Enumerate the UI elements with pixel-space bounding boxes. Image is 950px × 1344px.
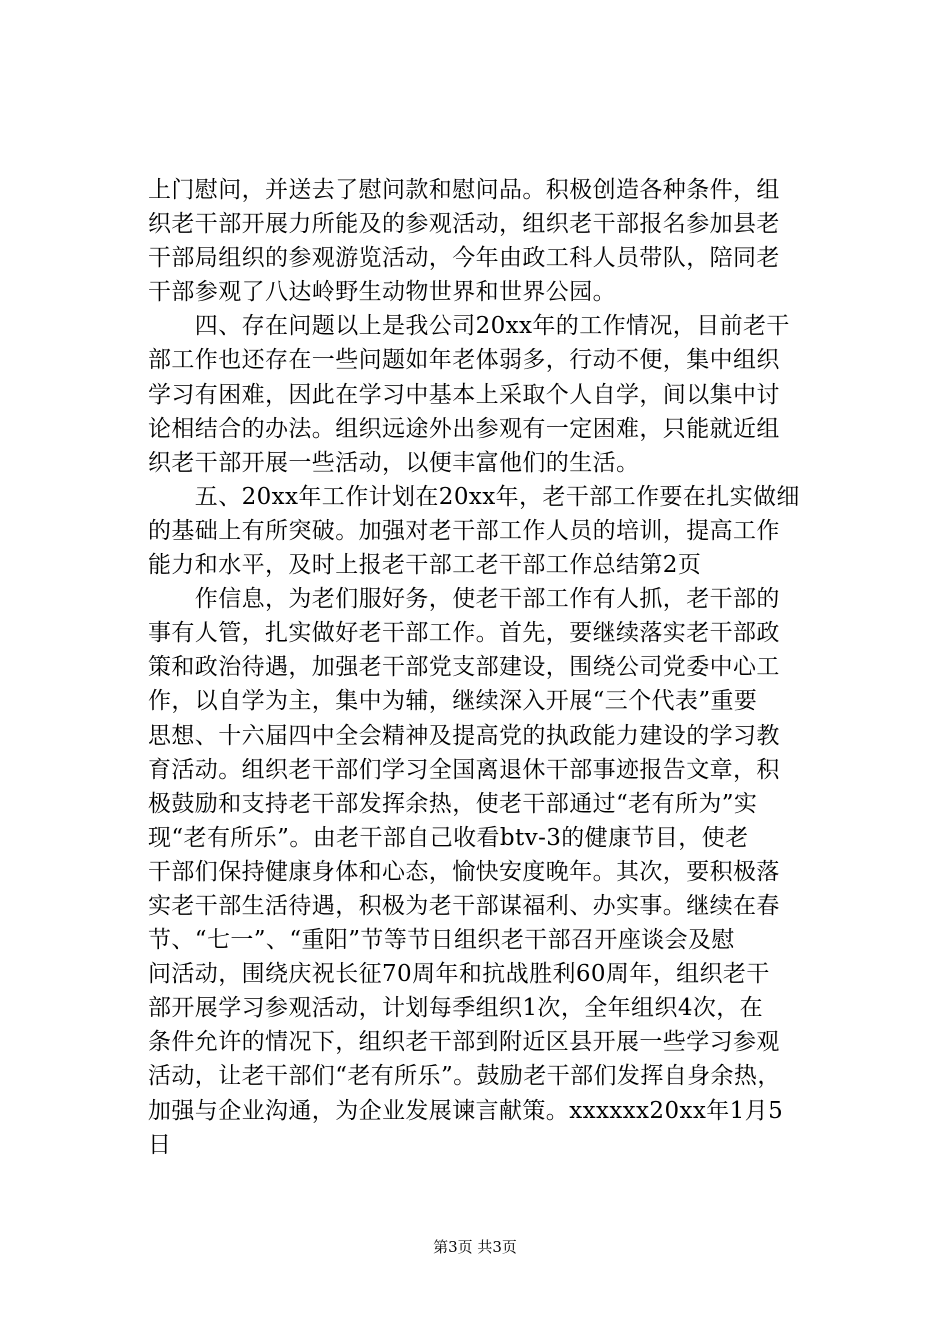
text-line: 思想、十六届四中全会精神及提高党的执政能力建设的学习教 xyxy=(148,722,780,749)
text-line: 作信息，为老们服好务，使老干部工作有人抓，老干部的 xyxy=(148,586,780,613)
body-text xyxy=(148,173,828,1162)
text-line: 部工作也还存在一些问题如年老体弱多，行动不便，集中组织 xyxy=(148,347,780,374)
text-line: 事有人管，扎实做好老干部工作。首先，要继续落实老干部政 xyxy=(148,620,780,647)
text-line: 部开展学习参观活动，计划每季组织1次，全年组织4次，在 xyxy=(148,995,764,1022)
text-line: 干部们保持健康身体和心态，愉快安度晚年。其次，要积极落 xyxy=(148,858,780,885)
text-line: 活动，让老干部们“老有所乐”。鼓励老干部们发挥自身余热， xyxy=(148,1063,781,1090)
text-line: 现“老有所乐”。由老干部自己收看btv-3的健康节目，使老 xyxy=(148,824,749,851)
text-line: 育活动。组织老干部们学习全国离退休干部事迹报告文章，积 xyxy=(148,756,780,783)
text-line: 四、存在问题以上是我公司20xx年的工作情况，目前老干 xyxy=(148,313,790,340)
text-line: 干部局组织的参观游览活动，今年由政工科人员带队，陪同老 xyxy=(148,245,780,272)
text-line: 论相结合的办法。组织远途外出参观有一定困难，只能就近组 xyxy=(148,415,780,442)
text-line: 实老干部生活待遇，积极为老干部谋福利、办实事。继续在春 xyxy=(148,892,780,919)
text-line: 织老干部开展一些活动，以便丰富他们的生活。 xyxy=(148,449,640,476)
text-line: 学习有困难，因此在学习中基本上采取个人自学，间以集中讨 xyxy=(148,381,780,408)
text-line: 织老干部开展力所能及的参观活动，组织老干部报名参加县老 xyxy=(148,211,780,238)
text-line: 加强与企业沟通，为企业发展谏言献策。xxxxxx20xx年1月5 xyxy=(148,1097,784,1124)
text-line: 问活动，围绕庆祝长征70周年和抗战胜利60周年，组织老干 xyxy=(148,961,770,988)
text-line: 策和政治待遇，加强老干部党支部建设，围绕公司党委中心工 xyxy=(148,654,780,681)
page-number-footer: 第3页 共3页 xyxy=(433,1238,517,1256)
text-line: 能力和水平，及时上报老干部工老干部工作总结第2页 xyxy=(148,552,702,579)
text-line: 的基础上有所突破。加强对老干部工作人员的培训，提高工作 xyxy=(148,517,780,544)
text-line: 上门慰问，并送去了慰问款和慰问品。积极创造各种条件，组 xyxy=(148,177,780,203)
text-line: 条件允许的情况下，组织老干部到附近区县开展一些学习参观 xyxy=(148,1029,780,1056)
text-line: 干部参观了八达岭野生动物世界和世界公园。 xyxy=(148,279,616,306)
text-line: 节、“七一”、“重阳”节等节日组织老干部召开座谈会及慰 xyxy=(148,927,735,954)
text-line: 五、20xx年工作计划在20xx年，老干部工作要在扎实做细 xyxy=(148,483,800,510)
text-line: 日 xyxy=(148,1131,172,1158)
text-line: 极鼓励和支持老干部发挥余热，使老干部通过“老有所为”实 xyxy=(148,790,758,817)
text-line: 作，以自学为主，集中为辅，继续深入开展“三个代表”重要 xyxy=(148,688,758,715)
